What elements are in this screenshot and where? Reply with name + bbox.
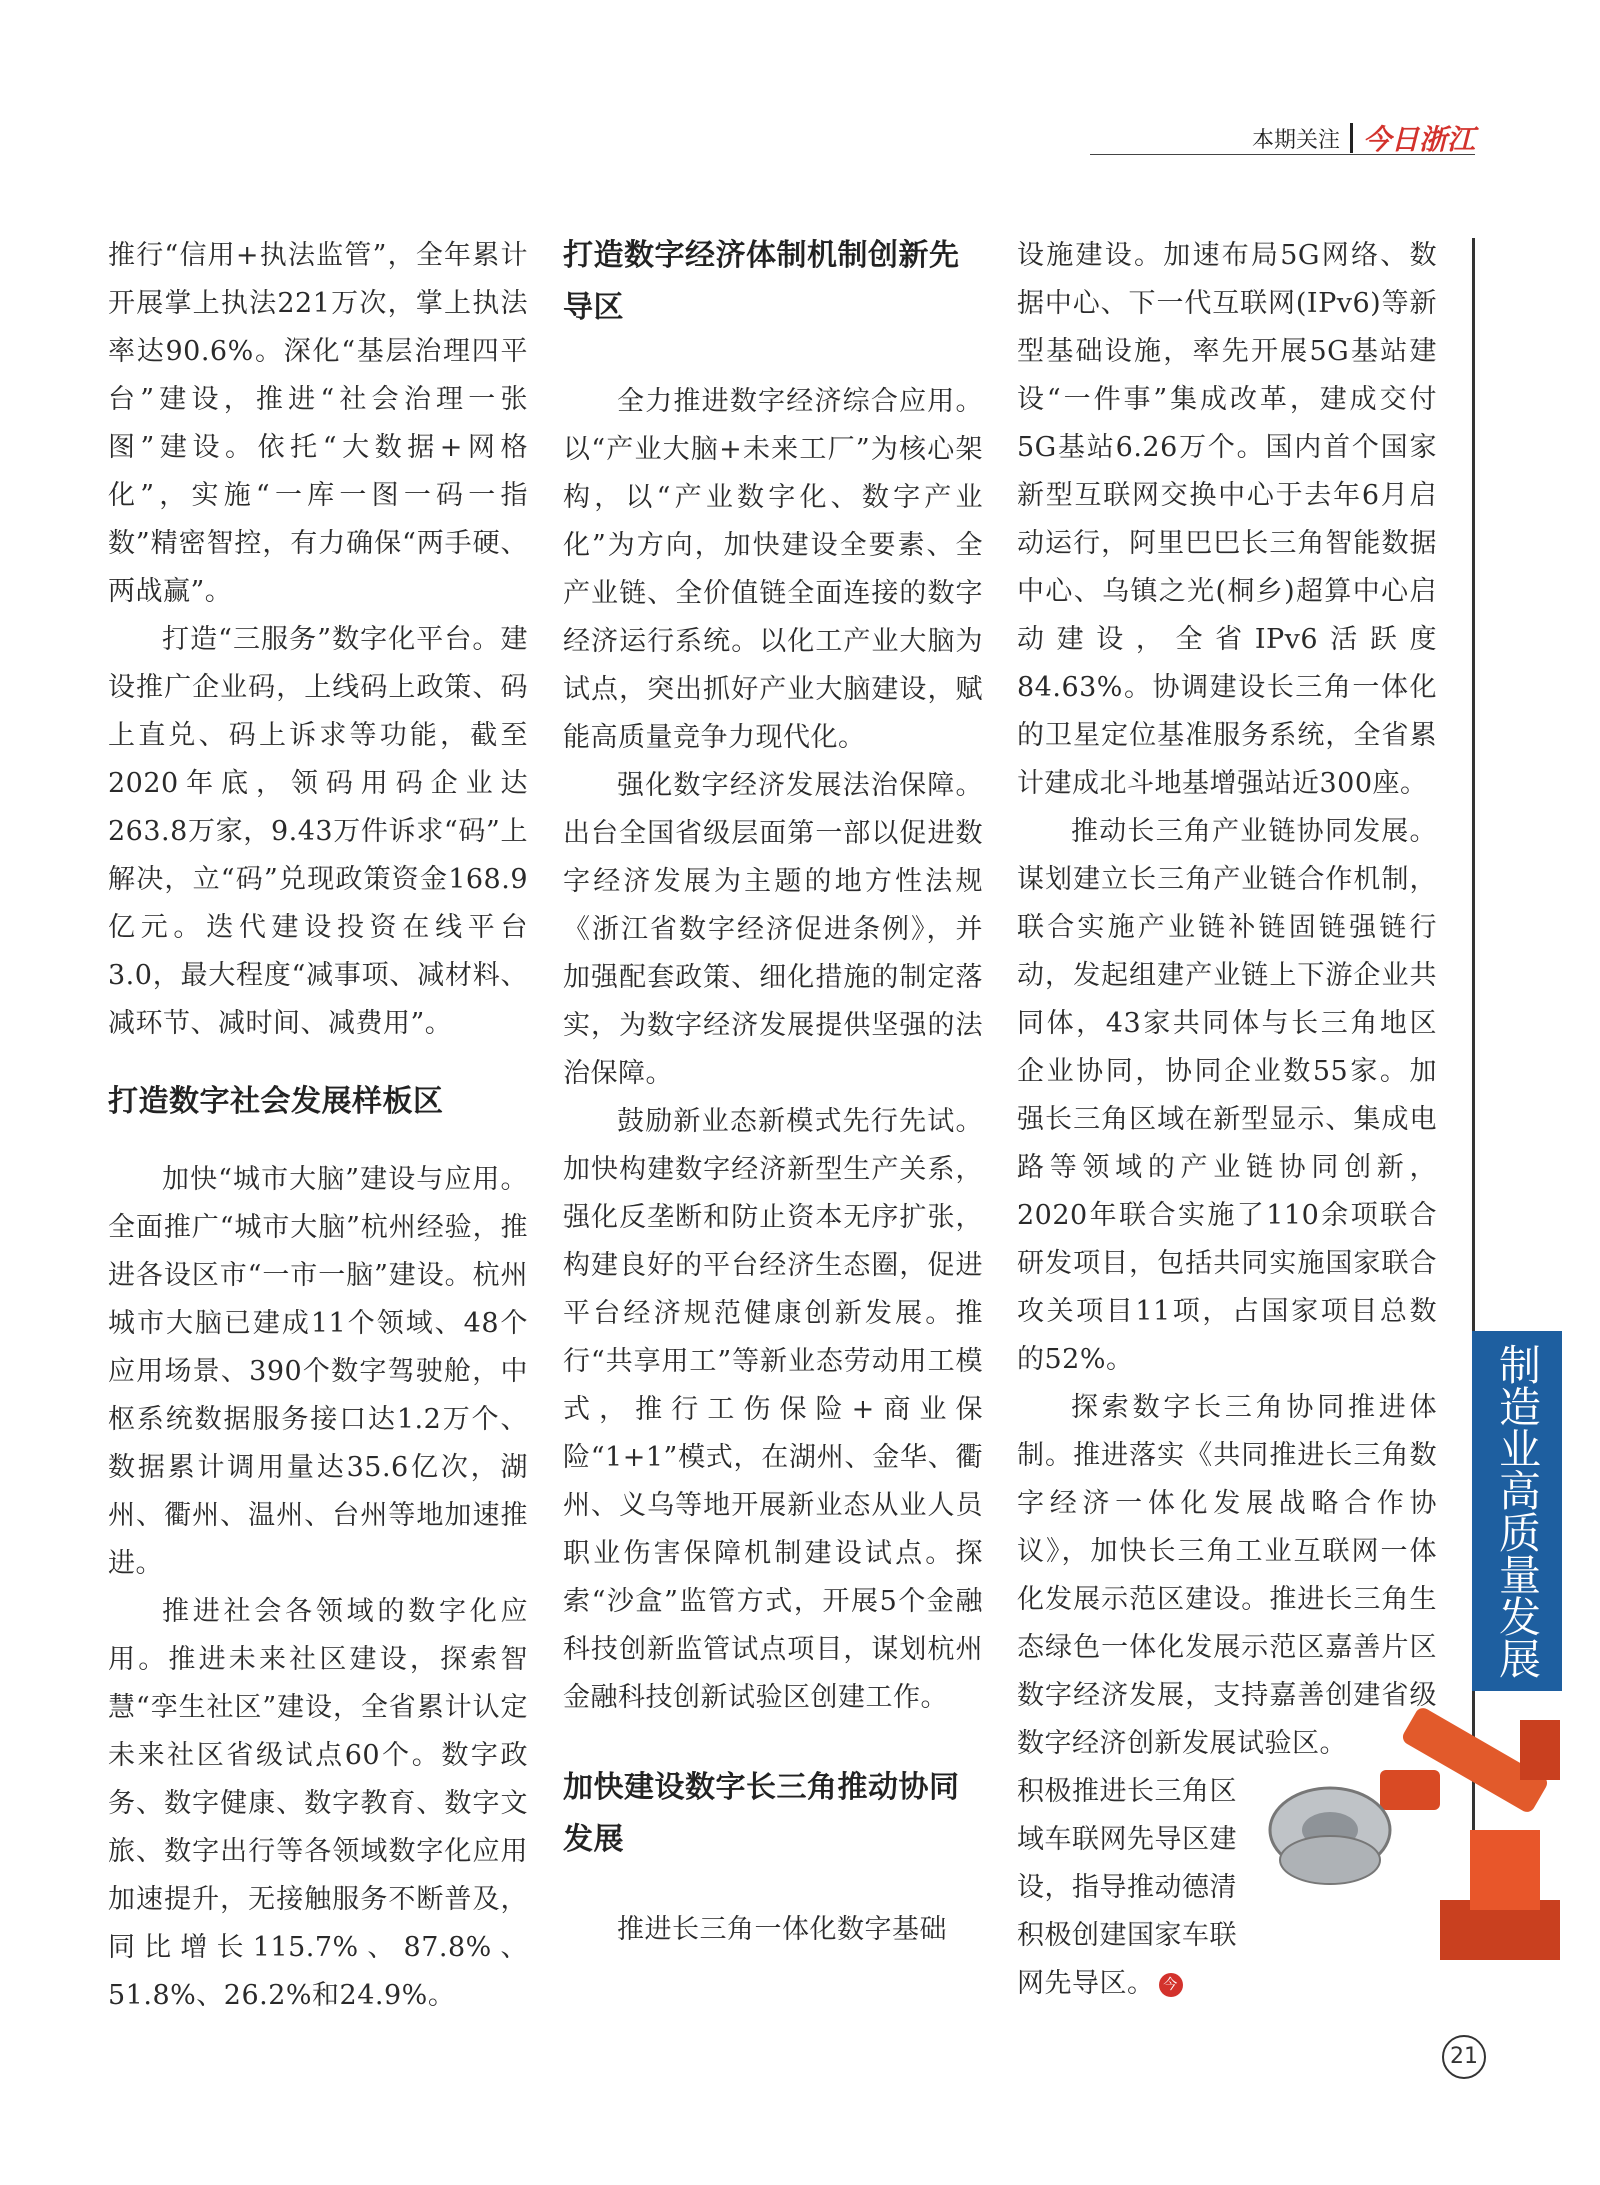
industrial-robot-illustration: [1250, 1700, 1580, 1970]
header-divider: [1350, 123, 1353, 153]
magazine-logo: 今日浙江: [1362, 123, 1475, 156]
paragraph: 打造“三服务”数字化平台。建设推广企业码，上线码上政策、码上直兑、码上诉求等功能，截至2020年底，领码用码企业达263.8万家，9.43万件诉求“码”上解决，立“码”兑现政策资金168.9亿元。迭代建设投资在线平台3.0，最大程度“减事项、减材料、减环节、减时间、减费用”。: [108, 624, 528, 1039]
running-header: [1252, 118, 1475, 158]
section-heading: 打造数字社会发展样板区: [108, 1084, 444, 1119]
column-1: [108, 232, 528, 2020]
paragraph: 全力推进数字经济综合应用。以“产业大脑+未来工厂”为核心架构，以“产业数字化、数字产业化”为方向，加快建设全要素、全产业链、全价值链全面连接的数字经济运行系统。以化工产业大脑为试点，突出抓好产业大脑建设，赋能高质量竞争力现代化。: [563, 386, 983, 753]
paragraph-text: 积极推进长三角区域车联网先导区建设，指导推动德清积极创建国家车联网先导区。: [1017, 1776, 1237, 1999]
paragraph: 强化数字经济发展法治保障。出台全国省级层面第一部以促进数字经济发展为主题的地方性法规《浙江省数字经济促进条例》，并加强配套政策、细化措施的制定落实，为数字经济发展提供坚强的法治保障。: [563, 770, 983, 1089]
paragraph: 推行“信用+执法监管”，全年累计开展掌上执法221万次，掌上执法率达90.6%。深化“基层治理四平台”建设，推进“社会治理一张图”建设。依托“大数据+网格化”，实施“一库一图一码一指数”精密智控，有力确保“两手硬、两战赢”。: [108, 240, 528, 607]
paragraph: 设施建设。加速布局5G网络、数据中心、下一代互联网(IPv6)等新型基础设施，率先开展5G基站建设“一件事”集成改革，建成交付5G基站6.26万个。国内首个国家新型互联网交换中心于去年6月启动运行，阿里巴巴长三角智能数据中心、乌镇之光(桐乡)超算中心启动建设，全省IPv6活跃度84.63%。协调建设长三角一体化的卫星定位基准服务系统，全省累计建成北斗地基增强站近300座。: [1017, 240, 1437, 799]
section-label: 本期关注: [1251, 127, 1340, 153]
end-mark-icon: 今: [1159, 1973, 1183, 1997]
side-rule: [1472, 238, 1475, 1948]
paragraph: 鼓励新业态新模式先行先试。加快构建数字经济新型生产关系，强化反垄断和防止资本无序扩张，构建良好的平台经济生态圈，促进平台经济规范健康创新发展。推行“共享用工”等新业态劳动用工模式，推行工伤保险+商业保险“1+1”模式，在湖州、金华、衢州、义乌等地开展新业态从业人员职业伤害保障机制建设试点。探索“沙盒”监管方式，开展5个金融科技创新监管试点项目，谋划杭州金融科技创新试验区创建工作。: [563, 1106, 983, 1713]
section-banner: 制造业高质量发展: [1472, 1331, 1562, 1691]
paragraph: 推进长三角一体化数字基础: [617, 1914, 947, 1945]
paragraph: 推动长三角产业链协同发展。谋划建立长三角产业链合作机制，联合实施产业链补链固链强链行动，发起组建产业链上下游企业共同体，43家共同体与长三角地区企业协同，协同企业数55家。加强长三角区域在新型显示、集成电路等领域的产业链协同创新，2020年联合实施了110余项联合研发项目，包括共同实施国家联合攻关项目11项，占国家项目总数的52%。: [1017, 816, 1437, 1375]
paragraph: 推进社会各领域的数字化应用。推进未来社区建设，探索智慧“孪生社区”建设，全省累计认定未来社区省级试点60个。数字政务、数字健康、数字教育、数字文旅、数字出行等各领域数字化应用加速提升，无接触服务不断普及，同比增长115.7%、87.8%、51.8%、26.2%和24.9%。: [108, 1596, 528, 2011]
paragraph: 加快“城市大脑”建设与应用。全面推广“城市大脑”杭州经验，推进各设区市“一市一脑”建设。杭州城市大脑已建成11个领域、48个应用场景、390个数字驾驶舱，中枢系统数据服务接口达1.2万个、数据累计调用量达35.6亿次，湖州、衢州、温州、台州等地加速推进。: [108, 1164, 528, 1579]
column-2: [563, 232, 983, 1954]
page-number: 21: [1442, 2035, 1486, 2079]
section-heading: 加快建设数字长三角推动协同发展: [563, 1770, 960, 1857]
paragraph: 探索数字长三角协同推进体制。推进落实《共同推进长三角数字经济一体化发展战略合作协议》，加快长三角工业互联网一体化发展示范区建设。推进长三角生态绿色一体化发展示范区嘉善片区数字经济发展，支持嘉善创建省级数字经济创新发展试验区。: [1017, 1392, 1437, 1759]
paragraph: [1017, 1768, 1237, 2008]
section-heading: 打造数字经济体制机制创新先导区: [563, 238, 960, 325]
